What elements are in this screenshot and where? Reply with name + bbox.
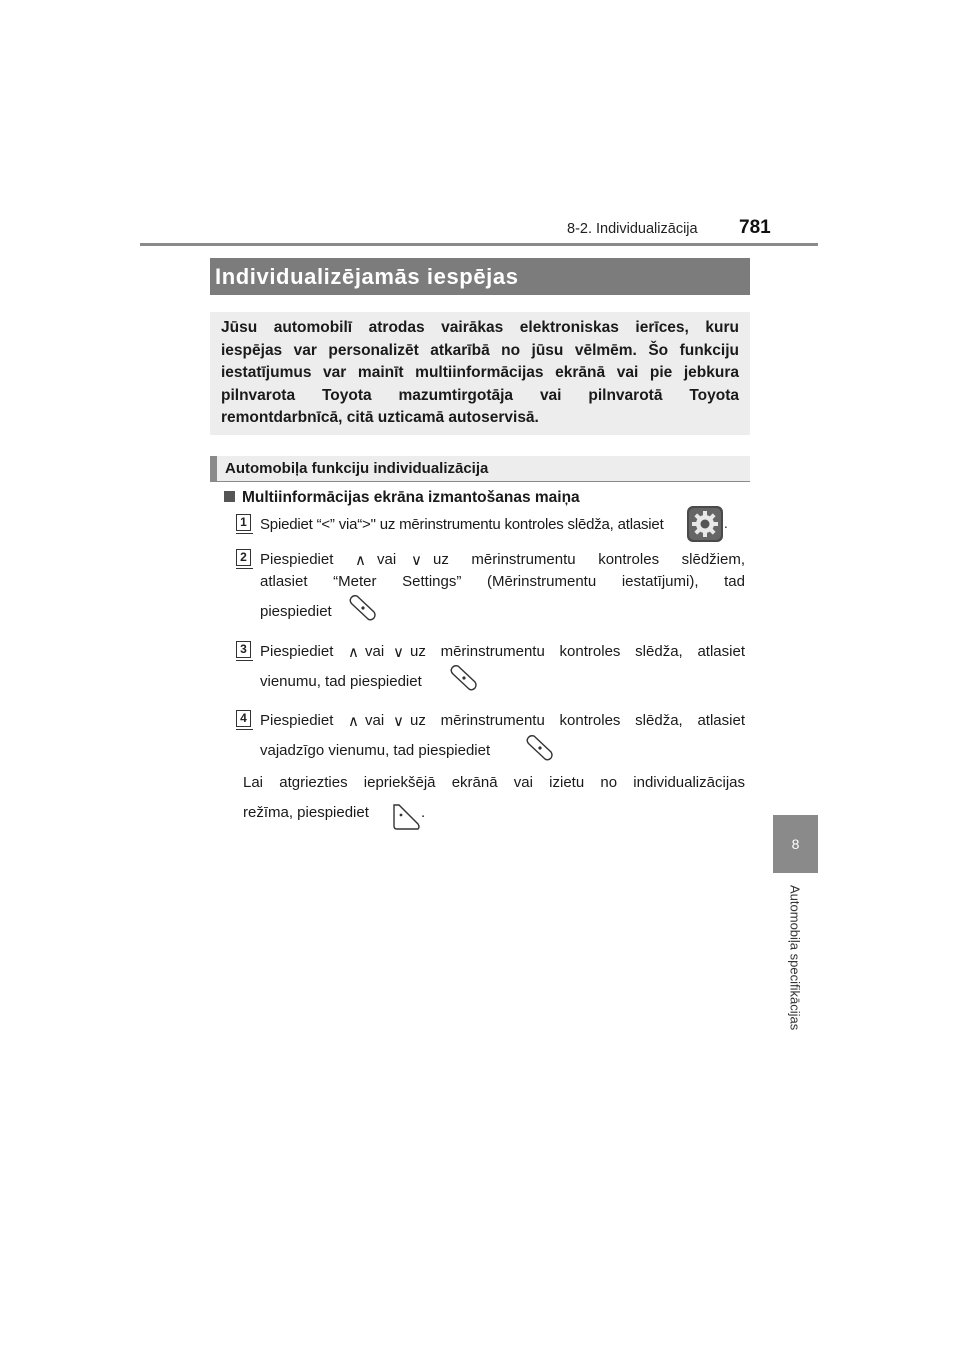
- header-divider: [140, 243, 818, 246]
- chapter-tab: 8: [773, 815, 818, 873]
- step-number-underline: [236, 568, 253, 569]
- intro-line: remontdarbnīcā, citā uzticamā autoservisā.: [221, 409, 539, 427]
- intro-line: pilnvarota Toyota mazumtirgotāja vai pilnvarotā Toyota: [221, 386, 739, 404]
- note-text: Lai atgriezties iepriekšējā ekrānā vai izietu no individualizācijas: [243, 774, 745, 791]
- step-2-text: piespiediet: [260, 603, 332, 620]
- note-text: režīma, piespiediet: [243, 804, 369, 821]
- page-title: Individualizējamās iespējas: [210, 258, 750, 295]
- step-number-4: 4: [236, 710, 251, 727]
- step-3-text: uz mērinstrumentu kontroles slēdža, atlasiet: [410, 643, 745, 660]
- step-3-word: vai: [365, 643, 385, 660]
- down-arrow-icon: ∨: [393, 712, 404, 730]
- step-2-word: vai: [377, 551, 397, 568]
- chapter-label: Automobiļa specifikācijas: [787, 885, 803, 1031]
- step-number-3: 3: [236, 641, 251, 658]
- step-3-text: vienumu, tad piespiediet: [260, 673, 422, 690]
- step-4-word: Piespiediet: [260, 712, 334, 729]
- step-3-word: Piespiediet: [260, 643, 334, 660]
- header-section: 8-2. Individualizācija: [567, 221, 698, 237]
- intro-line: iestatījumus var mainīt multiinformācijas ekrānā vai pie jebkura: [221, 364, 739, 382]
- page-number: 781: [739, 217, 771, 238]
- step-2-text: atlasiet “Meter Settings” (Mērinstrumentu iestatījumi), tad: [260, 573, 745, 590]
- down-arrow-icon: ∨: [393, 643, 404, 661]
- note-period: .: [421, 804, 426, 821]
- intro-line: Jūsu automobilī atrodas vairākas elektroniskas ierīces, kuru: [221, 319, 739, 336]
- up-arrow-icon: ∧: [348, 643, 359, 661]
- up-arrow-icon: ∧: [348, 712, 359, 730]
- step-4-text: vajadzīgo vienumu, tad piespiediet: [260, 742, 491, 759]
- bullet-square: [224, 491, 235, 502]
- step-2-word: Piespiediet: [260, 551, 334, 568]
- step-number-underline: [236, 660, 253, 661]
- step-4-word: vai: [365, 712, 385, 729]
- step-4-text: uz mērinstrumentu kontroles slēdža, atlasiet: [410, 712, 745, 729]
- down-arrow-icon: ∨: [411, 551, 422, 569]
- intro-box: [210, 312, 750, 435]
- step-number-underline: [236, 729, 253, 730]
- subsection-heading: Automobiļa funkciju individualizācija: [210, 456, 750, 482]
- bullet-heading: [224, 489, 580, 507]
- back-button-icon: [391, 802, 421, 832]
- enter-button-icon: [448, 662, 480, 694]
- gear-icon: [687, 506, 723, 542]
- step-number-2: 2: [236, 549, 251, 566]
- enter-button-icon: [524, 732, 556, 764]
- enter-button-icon: [347, 592, 379, 624]
- intro-line: iespējas var personalizēt atkarībā no jūsu vēlmēm. Šo funkciju: [221, 341, 739, 359]
- step-2-text: uz mērinstrumentu kontroles slēdžiem,: [433, 551, 745, 568]
- bullet-heading-text: Multiinformācijas ekrāna izmantošanas maiņa: [242, 489, 580, 506]
- up-arrow-icon: ∧: [355, 551, 366, 569]
- step-1-period: .: [724, 516, 728, 531]
- step-number-underline: [236, 533, 253, 534]
- step-number-1: 1: [236, 514, 251, 531]
- step-1-text: Spiediet “<” via“>" uz mērinstrumentu kontroles slēdža, atlasiet: [260, 516, 664, 533]
